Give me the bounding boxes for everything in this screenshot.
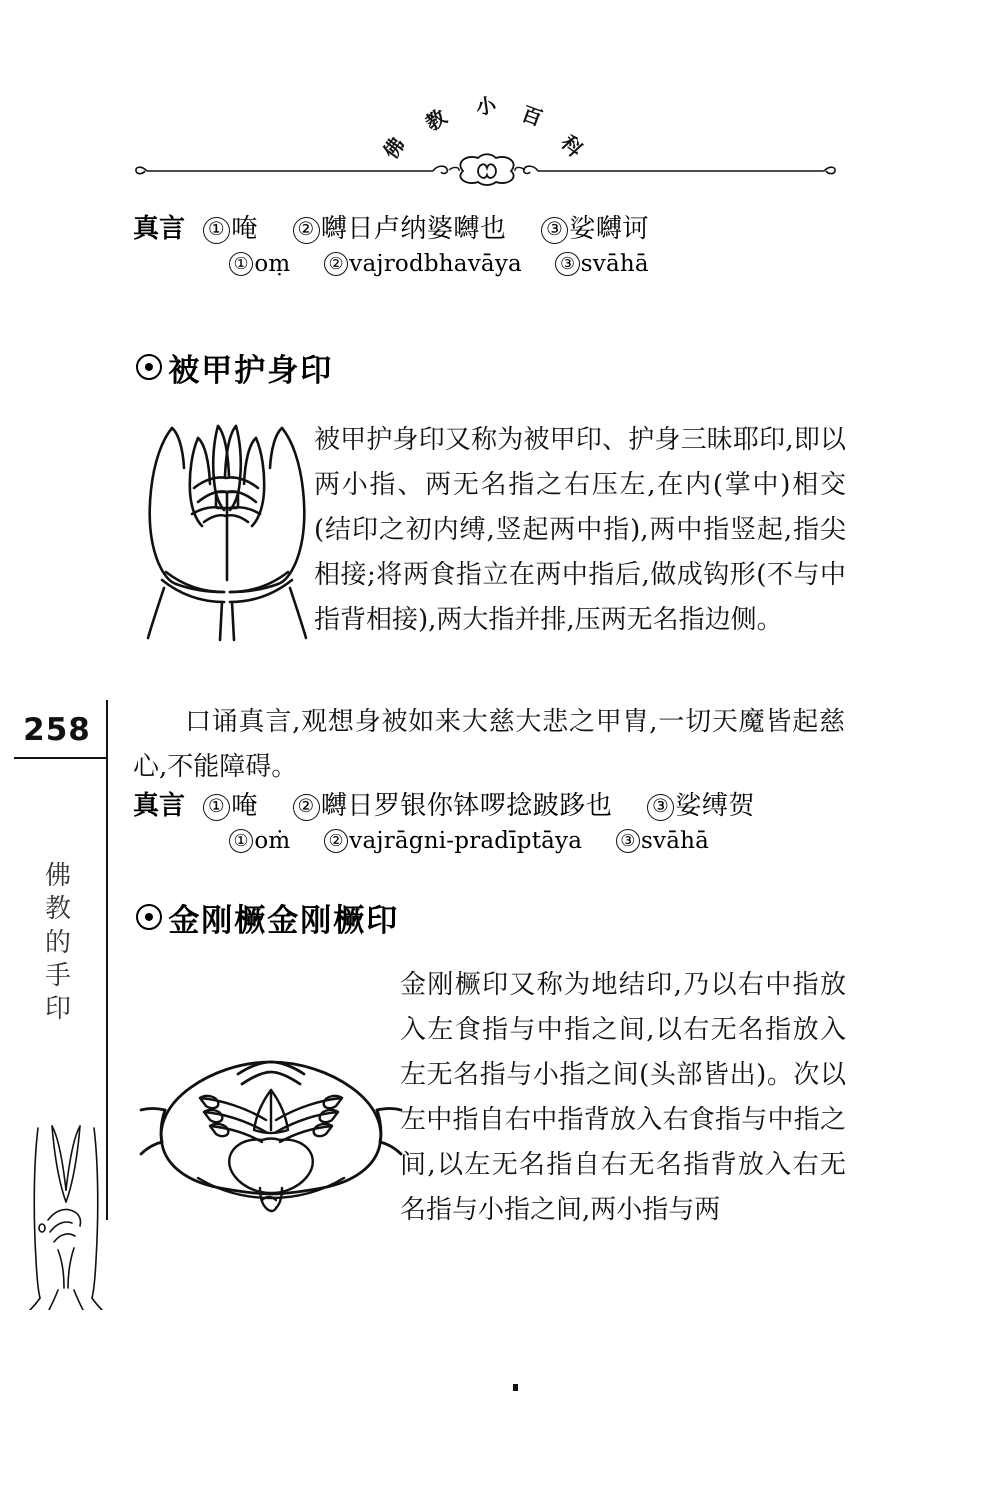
paragraph-koucheng: 口诵真言,观想身被如来大慈大悲之甲胄,一切天魔皆起慈心,不能障碍。: [133, 707, 845, 782]
translit-text: vajrodbhavāya: [349, 251, 522, 277]
mantra-number: ①: [229, 829, 253, 853]
running-head-char: 小: [474, 92, 498, 120]
section-heading-beijia: [136, 345, 333, 390]
translit-text: svāhā: [641, 828, 710, 854]
mantra-translit-line: [229, 251, 873, 277]
mantra-number: ②: [324, 252, 348, 276]
mantra-number: ②: [293, 794, 320, 821]
mantra-number: ③: [555, 252, 579, 276]
paragraph-jingang-description: 金刚橛印又称为地结印,乃以右中指放入左食指与中指之间,以右无名指放入左无名指与小指之间(头部皆出)。次以左中指自右中指背放入右食指与中指之间,以左无名指自右无名指背放入右无名指与小指之间,两小指与两: [400, 970, 846, 1225]
translit-text: svāhā: [580, 251, 649, 277]
mantra-number: ③: [616, 829, 640, 853]
mantra-segment: [293, 791, 613, 821]
margin-mudra-illustration: [18, 1120, 114, 1310]
mantra-segment: [203, 791, 258, 821]
section-heading-text: 被甲护身印: [168, 353, 334, 389]
mantra-number: ③: [541, 217, 568, 244]
translit-text: oṁ: [254, 828, 291, 854]
mantra-label: 真言: [133, 214, 186, 244]
mantra-chinese-row: [133, 208, 873, 245]
mantra-translit-row: [133, 251, 873, 277]
mantra-segment: [203, 214, 258, 244]
bullet-circle-icon: [136, 904, 162, 930]
mantra-number: ②: [324, 829, 348, 853]
section-heading-jingang: [136, 895, 399, 940]
running-head-char: 百: [518, 101, 546, 131]
margin-horizontal-rule: [14, 757, 108, 759]
mantra-chinese-row: [133, 785, 873, 822]
mantra-text: 唵: [231, 791, 258, 821]
mantra-text: 娑缚贺: [675, 791, 755, 821]
running-head-char: 科: [556, 130, 588, 162]
mantra-block-2: [133, 785, 873, 854]
margin-title-char: 印: [44, 994, 71, 1025]
translit-segment: [616, 828, 709, 854]
mudra-illustration-jingang: [138, 1038, 404, 1224]
mantra-number: ①: [203, 217, 230, 244]
section-heading-text: 金刚橛金刚橛印: [168, 903, 400, 939]
bullet-circle-icon: [136, 354, 162, 380]
mudra-illustration-beijia: [132, 410, 322, 642]
margin-title-char: 佛: [44, 861, 71, 891]
mantra-number: ①: [229, 252, 253, 276]
translit-text: vajrāgni-pradīptāya: [349, 828, 583, 854]
translit-text: oṃ: [254, 251, 291, 277]
mantra-translit-row: [133, 828, 873, 854]
mantra-text: 唵: [231, 214, 258, 244]
mantra-text: 娑嚩诃: [569, 214, 649, 244]
mantra-text: 嚩日卢纳婆嚩也: [320, 214, 507, 244]
margin-title-char: 手: [44, 960, 71, 991]
translit-segment: [324, 828, 582, 854]
margin-title-char: 教: [44, 894, 71, 925]
mantra-text: 嚩日罗银你钵啰捻跛跢也: [320, 791, 613, 821]
mantra-number: ①: [203, 794, 230, 821]
running-head-char: 佛: [378, 132, 410, 164]
page-number: 258: [23, 712, 91, 748]
mantra-number: ②: [293, 217, 320, 244]
footer-mark: [513, 1384, 518, 1391]
mantra-block-1: [133, 208, 873, 277]
translit-segment: [324, 251, 522, 277]
mantra-chinese-line: [203, 208, 649, 245]
mantra-chinese-line: [203, 785, 755, 822]
ornamental-divider: [133, 152, 838, 186]
mantra-label: 真言: [133, 791, 186, 821]
mantra-segment: [647, 791, 755, 821]
margin-vertical-title: [38, 860, 78, 1026]
mantra-number: ③: [647, 794, 674, 821]
mantra-translit-line: [229, 828, 873, 854]
paragraph-beijia-description: 被甲护身印又称为被甲印、护身三昧耶印,即以两小指、两无名指之右压左,在内(掌中)相交(结印之初内缚,竖起两中指),两中指竖起,指尖相接;将两食指立在两中指后,做成钩形(不与中指背相接),两大指并排,压两无名指边侧。: [314, 425, 846, 635]
running-head-char: 教: [421, 104, 451, 136]
translit-segment: [229, 828, 290, 854]
margin-title-char: 的: [44, 927, 71, 958]
mantra-segment: [541, 214, 649, 244]
translit-segment: [555, 251, 648, 277]
mantra-segment: [293, 214, 507, 244]
translit-segment: [229, 251, 290, 277]
